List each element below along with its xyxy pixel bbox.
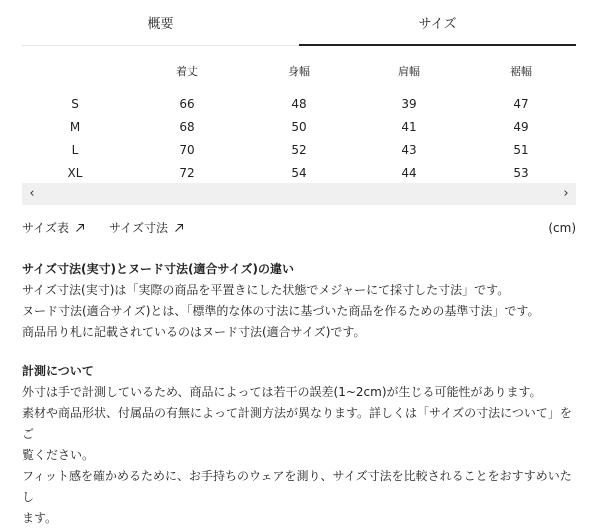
table-cell: 50 bbox=[291, 120, 307, 134]
note-line: ます。 bbox=[22, 511, 58, 525]
table-cell: 51 bbox=[513, 143, 529, 157]
table-cell: 54 bbox=[291, 166, 307, 180]
table-cell: 47 bbox=[513, 97, 529, 111]
table-cell: 41 bbox=[401, 120, 417, 134]
table-cell: 52 bbox=[291, 143, 307, 157]
table-row bbox=[22, 93, 576, 116]
table-cell: 53 bbox=[513, 166, 529, 180]
size-label: S bbox=[71, 97, 79, 111]
header-shoulder: 肩幅 bbox=[398, 65, 420, 78]
note-line: フィット感を確かめるために、お手持ちのウェアを測り、サイズ寸法を比較されることをおすすめいたし bbox=[22, 469, 572, 504]
table-cell: 66 bbox=[179, 97, 195, 111]
tab-size[interactable]: サイズ bbox=[299, 0, 576, 46]
note-line: サイズ寸法(実寸)は「実際の商品を平置きにした状態でメジャーにて採寸した寸法」です。 bbox=[22, 283, 510, 297]
header-length: 着丈 bbox=[176, 65, 198, 78]
tab-overview[interactable]: 概要 bbox=[22, 0, 299, 46]
note-line: ヌード寸法(適合サイズ)とは、「標準的な体の寸法に基づいた商品を作るための基準寸法」です。 bbox=[22, 304, 540, 318]
note-line: 外寸は手で計測しているため、商品によっては若干の誤差(1~2cm)が生じる可能性があります。 bbox=[22, 385, 542, 399]
size-measure-link[interactable] bbox=[109, 218, 184, 238]
table-cell: 43 bbox=[401, 143, 417, 157]
chevron-right-icon[interactable]: › bbox=[563, 186, 569, 201]
size-chart-link[interactable] bbox=[22, 218, 85, 238]
section-title-difference: サイズ寸法(実寸)とヌード寸法(適合サイズ)の違い bbox=[22, 262, 295, 276]
table-cell: 44 bbox=[401, 166, 417, 180]
external-arrow-icon bbox=[75, 223, 85, 233]
section-title-measurement: 計測について bbox=[22, 364, 94, 378]
size-measure-link-label: サイズ寸法 bbox=[109, 221, 169, 235]
tab-bar bbox=[22, 0, 576, 46]
external-arrow-icon bbox=[174, 223, 184, 233]
note-line: 商品吊り札に記載されているのはヌード寸法(適合サイズ)です。 bbox=[22, 325, 366, 339]
note-line: 素材や商品形状、付属品の有無によって計測方法が異なります。詳しくは「サイズの寸法について」をご bbox=[22, 406, 572, 441]
unit-label: (cm) bbox=[548, 221, 576, 235]
size-label: L bbox=[71, 143, 79, 157]
table-cell: 72 bbox=[179, 166, 195, 180]
horizontal-scrollbar[interactable] bbox=[22, 183, 576, 205]
size-links bbox=[22, 218, 576, 238]
table-header-row bbox=[22, 60, 576, 83]
table-row bbox=[22, 139, 576, 162]
table-row bbox=[22, 116, 576, 139]
table-cell: 48 bbox=[291, 97, 307, 111]
header-chest: 身幅 bbox=[288, 65, 310, 78]
size-label: XL bbox=[67, 166, 83, 180]
table-cell: 68 bbox=[179, 120, 195, 134]
size-chart-link-label: サイズ表 bbox=[22, 221, 70, 235]
size-notes bbox=[22, 258, 578, 529]
table-cell: 49 bbox=[513, 120, 529, 134]
measurement-section bbox=[22, 360, 578, 529]
note-line: 覧ください。 bbox=[22, 448, 95, 462]
table-cell: 70 bbox=[179, 143, 195, 157]
table-cell: 39 bbox=[401, 97, 417, 111]
size-label: M bbox=[69, 120, 81, 134]
table-row bbox=[22, 162, 576, 185]
chevron-left-icon[interactable]: ‹ bbox=[29, 186, 35, 201]
header-hem: 裾幅 bbox=[510, 65, 532, 78]
